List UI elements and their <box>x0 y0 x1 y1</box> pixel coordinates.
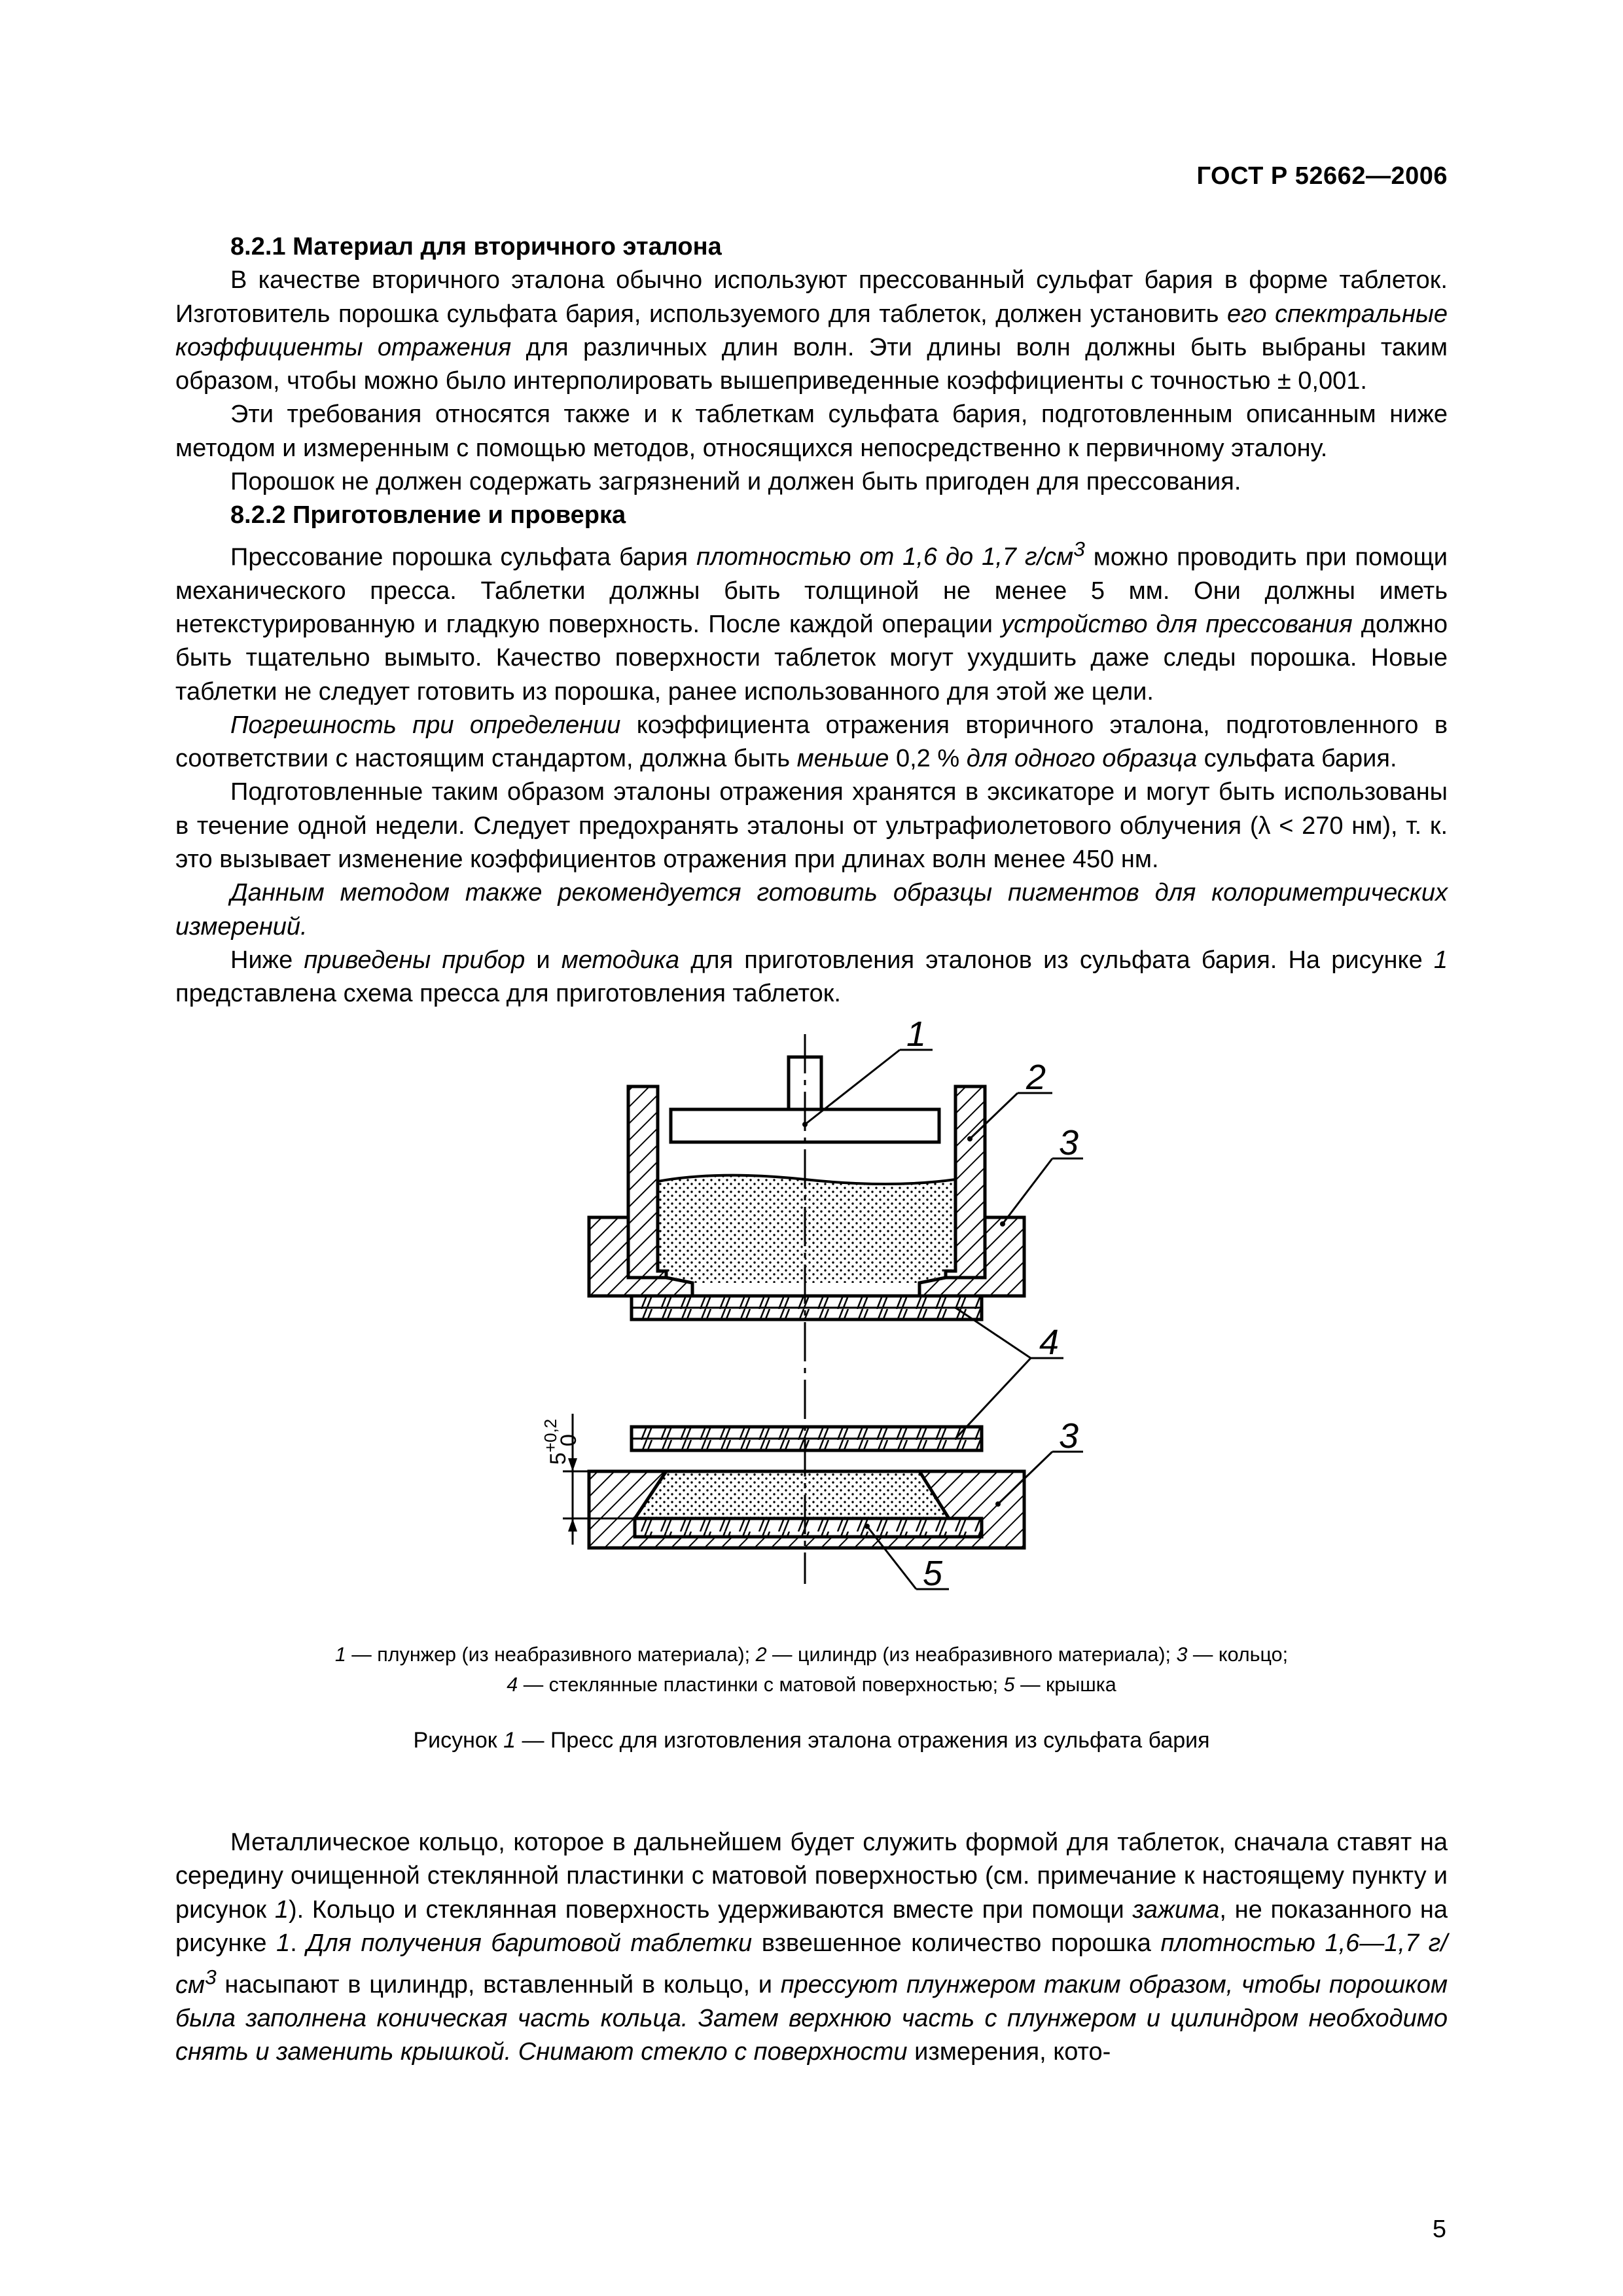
paragraph: В качестве вторичного эталона обычно используют прессованный сульфат бария в форме таблеток. Изготовитель порошка сульфата бария, используемого для таблеток, должен установить его спектральные коэффициенты отражения для различных длин волн. Эти длины волн должны быть выбраны таким образом, чтобы можно было интерполировать вышеприведенные коэффициенты с точностью ± 0,001. <box>175 266 1448 395</box>
lower-assembly <box>589 1427 1024 1548</box>
procedure-text <box>175 1826 1448 2070</box>
figure-caption: Рисунок 1 — Пресс для изготовления эталона отражения из сульфата бария <box>413 1728 1210 1753</box>
powder-tablet <box>635 1471 949 1518</box>
callout-4: 4 <box>1039 1323 1060 1362</box>
section-heading: 8.2.2 Приготовление и проверка <box>230 501 626 529</box>
dimension-label: $5^{+0,2}$ <box>541 1418 571 1465</box>
document-header: ГОСТ Р 52662—2006 <box>1196 162 1448 190</box>
paragraph: Металлическое кольцо, которое в дальнейшем будет служить формой для таблеток, сначала ставят на середину очищенной стеклянной пластинки с матовой поверхностью (см. примечание к настоящему пункту и рисунок 1). Кольцо и стеклянная поверхность удерживаются вместе при помощи зажима, не показанного на рисунке 1. Для получения баритовой таблетки взвешенное количество порошка плотностью 1,6—1,7 $г/см^3$ насыпают в цилиндр, вставленный в кольцо, и прессуют плунжером таким образом, чтобы порошком была заполнена коническая часть кольца. Затем верхнюю часть с плунжером и цилиндром необходимо снять и заменить крышкой. Снимают стекло с поверхности измерения, кото- <box>175 1829 1448 2066</box>
lid <box>635 1518 982 1537</box>
legend-line-1: 1 — плунжер (из неабразивного материала); 2 — цилиндр (из неабразивного материала); 3 — кольцо; <box>334 1643 1289 1666</box>
upper-assembly <box>589 1057 1024 1319</box>
paragraph: Прессование порошка сульфата бария плотностью от 1,6 до 1,7 $г/см^3$ можно проводить при помощи механического пресса. Таблетки должны быть толщиной не менее 5 мм. Они должны иметь нетекстурированную и гладкую поверхность. После каждой операции устройство для прессования должно быть тщательно вымыто. Качество поверхности таблеток могут ухудшить даже следы порошка. Новые таблетки не следует готовить из порошка, ранее использованного для этой же цели. <box>175 537 1448 706</box>
section-8-2-text <box>175 230 1448 1011</box>
press-diagram-svg <box>497 1021 1126 1610</box>
callout-5: 5 <box>923 1554 943 1593</box>
callout-3-upper: 3 <box>1059 1123 1079 1162</box>
legend-line-2: 4 — стеклянные пластинки с матовой поверхностью; 5 — крышка <box>507 1674 1116 1696</box>
dimension-lower-tol: 0 <box>556 1434 581 1446</box>
paragraph: Ниже приведены прибор и методика для приготовления эталонов из сульфата бария. На рисунке 1 представлена схема пресса для приготовления таблеток. <box>175 946 1448 1008</box>
figure-legend <box>175 1640 1448 1700</box>
powder-upper <box>658 1175 955 1283</box>
press-diagram <box>497 1021 1126 1610</box>
paragraph: Эти требования относятся также и к таблеткам сульфата бария, подготовленным описанным ниже методом и измеренным с помощью методов, относящихся непосредственно к первичному эталону. <box>175 401 1448 462</box>
callout-3-lower: 3 <box>1059 1416 1079 1456</box>
section-heading: 8.2.1 Материал для вторичного эталона <box>230 233 722 260</box>
paragraph: Данным методом также рекомендуется готовить образцы пигментов для колориметрических измерений. <box>175 879 1448 941</box>
callout-1: 1 <box>906 1021 927 1054</box>
page-number: 5 <box>1432 2215 1446 2243</box>
paragraph: Подготовленные таким образом эталоны отражения хранятся в эксикаторе и могут быть использованы в течение одной недели. Следует предохранять эталоны от ультрафиолетового облучения (λ < 270 нм), т. к. это вызывает изменение коэффициентов отражения при длинах волн менее 450 нм. <box>175 778 1448 873</box>
paragraph: Порошок не должен содержать загрязнений и должен быть пригоден для прессования. <box>230 468 1241 496</box>
paragraph: Погрешность при определении коэффициента отражения вторичного эталона, подготовленного в соответствии с настоящим стандартом, должна быть меньше 0,2 % для одного образца сульфата бария. <box>175 711 1448 773</box>
callout-2: 2 <box>1026 1058 1046 1097</box>
